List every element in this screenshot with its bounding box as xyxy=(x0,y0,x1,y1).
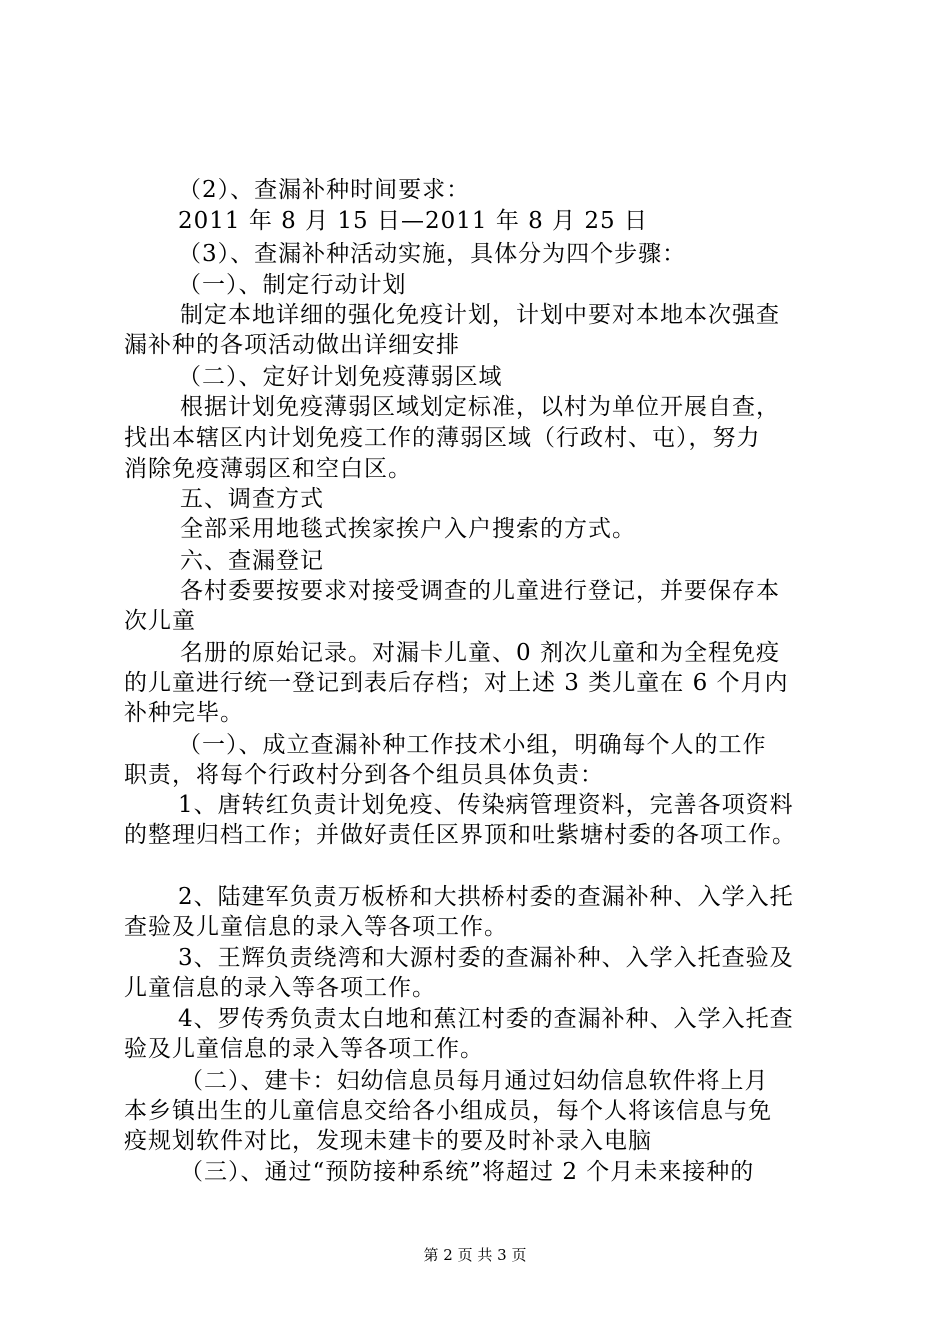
text-line: 2011 年 8 月 15 日—2011 年 8 月 25 日 xyxy=(178,208,648,234)
text-line: 名册的原始记录。对漏卡儿童、0 剂次儿童和为全程免疫 xyxy=(180,640,780,666)
text-line: （2）、查漏补种时间要求： xyxy=(178,177,471,203)
text-line: 3、王辉负责绕湾和大源村委的查漏补种、入学入托查验及 xyxy=(178,945,794,971)
text-line: 根据计划免疫薄弱区域划定标准，以村为单位开展自查， xyxy=(180,394,780,420)
text-line: 找出本辖区内计划免疫工作的薄弱区域（行政村、屯），努力 xyxy=(124,425,761,451)
text-line: （二）、定好计划免疫薄弱区域 xyxy=(178,364,503,390)
text-line: 本乡镇出生的儿童信息交给各小组成员，每个人将该信息与免 xyxy=(124,1098,772,1124)
text-line: 制定本地详细的强化免疫计划，计划中要对本地本次强查 xyxy=(180,302,780,328)
text-line: 疫规划软件对比，发现未建卡的要及时补录入电脑 xyxy=(124,1128,652,1154)
text-line: 儿童信息的录入等各项工作。 xyxy=(124,975,436,1001)
text-line: 各村委要按要求对接受调查的儿童进行登记，并要保存本 xyxy=(180,578,780,604)
text-line: 补种完毕。 xyxy=(124,700,244,726)
section-heading: 六、查漏登记 xyxy=(180,548,324,574)
text-line: 的整理归档工作；并做好责任区界顶和吐紫塘村委的各项工作。 xyxy=(124,822,796,848)
text-line: 职责，将每个行政村分到各个组员具体负责： xyxy=(124,762,604,788)
text-line: （3）、查漏补种活动实施，具体分为四个步骤： xyxy=(178,241,687,267)
text-line: 次儿童 xyxy=(124,608,196,634)
text-line: 查验及儿童信息的录入等各项工作。 xyxy=(124,914,508,940)
text-line: （二）、建卡：妇幼信息员每月通过妇幼信息软件将上月 xyxy=(180,1068,769,1094)
text-line: 的儿童进行统一登记到表后存档；对上述 3 类儿童在 6 个月内 xyxy=(124,670,789,696)
text-line: （一）、制定行动计划 xyxy=(178,272,407,298)
text-line: （三）、通过“预防接种系统”将超过 2 个月未来接种的 xyxy=(180,1159,755,1185)
text-line: （一）、成立查漏补种工作技术小组，明确每个人的工作 xyxy=(178,732,767,758)
text-line: 漏补种的各项活动做出详细安排 xyxy=(124,332,460,358)
text-line: 消除免疫薄弱区和空白区。 xyxy=(124,456,412,482)
page-number-footer: 第 2 页 共 3 页 xyxy=(423,1246,527,1264)
section-heading: 五、调查方式 xyxy=(180,486,324,512)
text-line: 2、陆建军负责万板桥和大拱桥村委的查漏补种、入学入托 xyxy=(178,884,794,910)
text-line: 1、唐转红负责计划免疫、传染病管理资料，完善各项资料 xyxy=(178,792,794,818)
text-line: 验及儿童信息的录入等各项工作。 xyxy=(124,1036,484,1062)
text-line: 4、罗传秀负责太白地和蕉江村委的查漏补种、入学入托查 xyxy=(178,1006,794,1032)
text-line: 全部采用地毯式挨家挨户入户搜索的方式。 xyxy=(180,516,636,542)
